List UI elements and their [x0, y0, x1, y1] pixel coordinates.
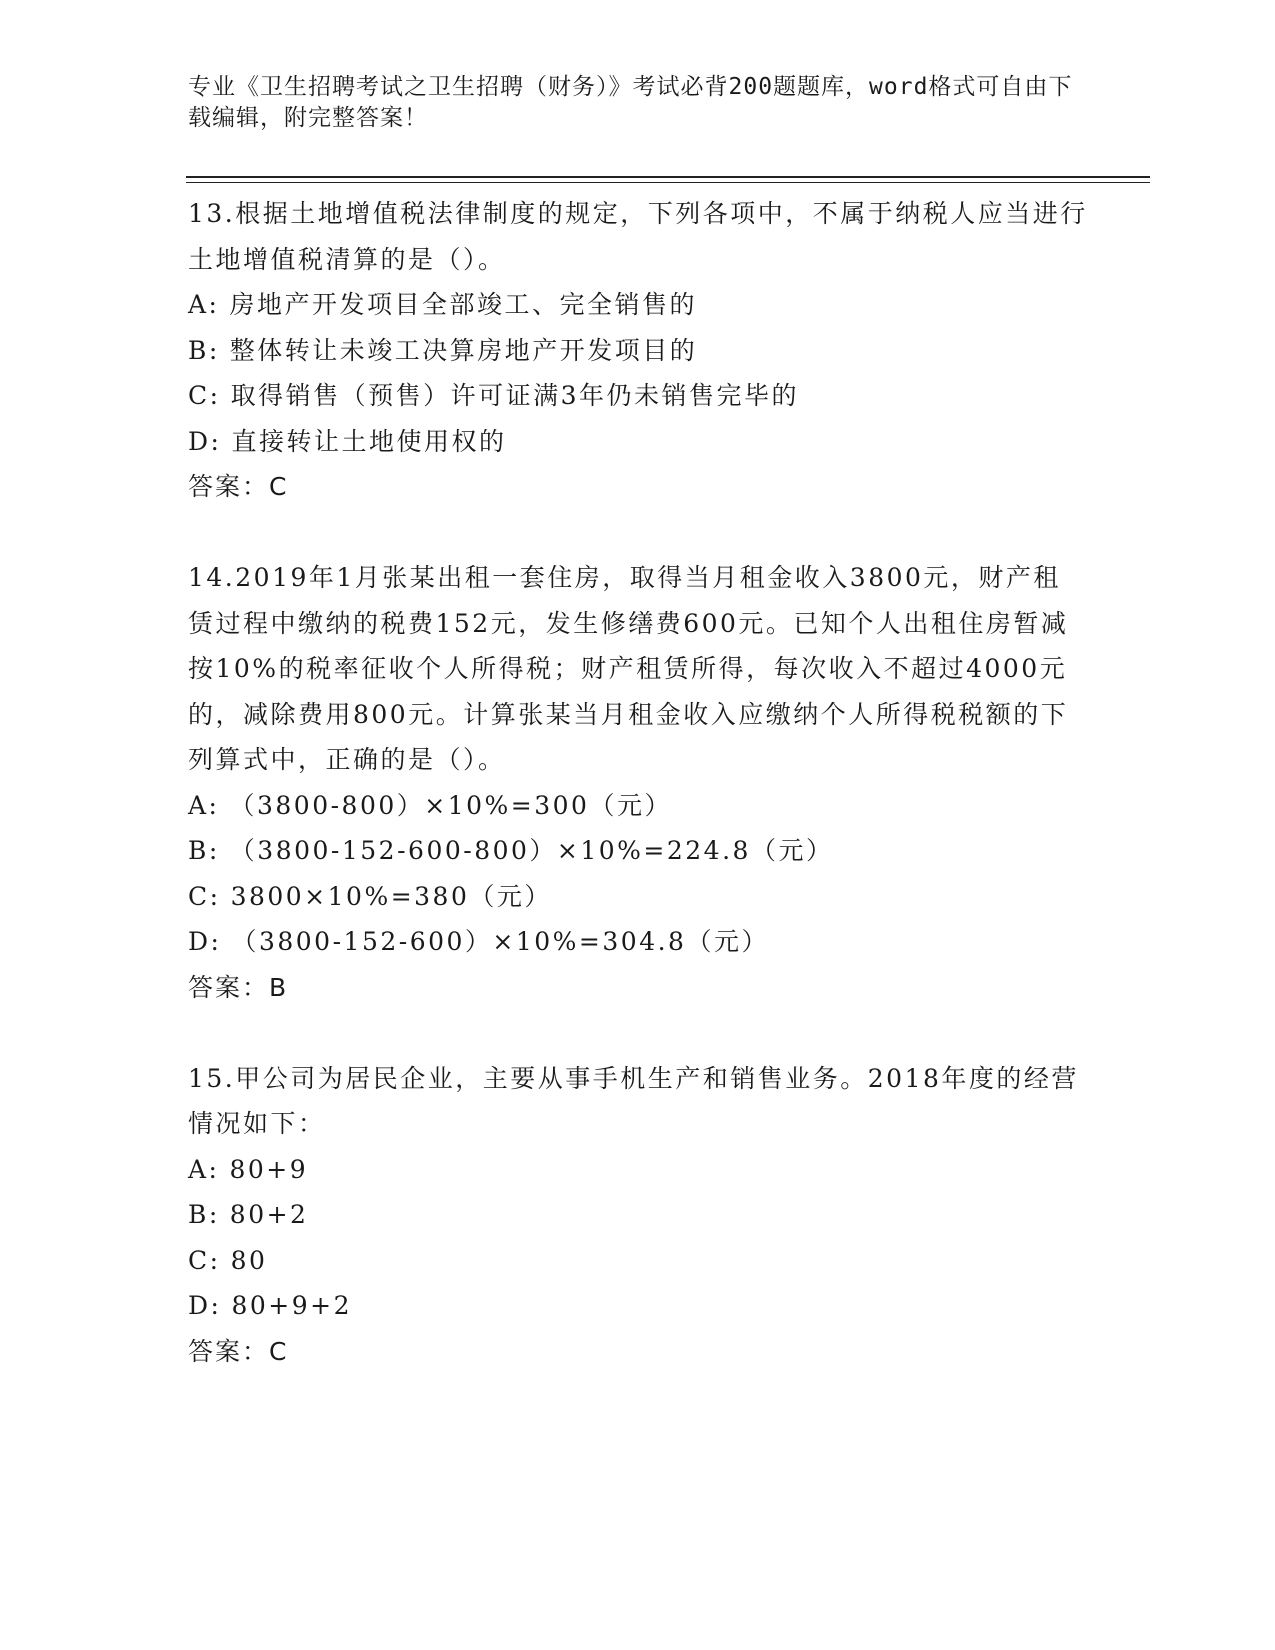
question-stem: 14.2019年1月张某出租一套住房，取得当月租金收入3800元，财产租赁过程中缴纳的税费152元，发生修缮费600元。已知个人出租住房暂减按10%的税率征收个人所得税；财产租赁所得，每次收入不超过4000元的，减除费用800元。计算张某当月租金收入应缴纳个人所得税税额的下列算式中，正确的是（）。 [188, 563, 1069, 774]
option-text: 房地产开发项目全部竣工、完全销售的 [229, 290, 697, 319]
question-list [188, 191, 1088, 1374]
option-d [188, 419, 1088, 465]
option-c [188, 874, 1088, 920]
answer-line: 答案：B [188, 972, 289, 1002]
option-text: 整体转让未竣工决算房地产开发项目的 [229, 335, 698, 365]
option-a [188, 1147, 1088, 1193]
option-text: （3800-152-600）×10%=304.8（元） [231, 927, 769, 956]
option-b [188, 828, 1088, 874]
question-13 [188, 191, 1088, 510]
option-text: 取得销售（预售）许可证满3年仍未销售完毕的 [230, 381, 799, 410]
question-14 [188, 555, 1088, 1010]
option-a [188, 282, 1088, 328]
header-intro-text: 专业《卫生招聘考试之卫生招聘（财务）》考试必背200题题库，word格式可自由下载编辑，附完整答案！ [188, 74, 1073, 131]
option-label: C: [188, 381, 221, 410]
option-label: A: [188, 790, 220, 820]
option-a [188, 783, 1088, 829]
option-label: B: [188, 836, 220, 865]
option-d [188, 919, 1088, 965]
question-stem: 15.甲公司为居民企业，主要从事手机生产和销售业务。2018年度的经营情况如下： [188, 1063, 1079, 1138]
option-label: D: [188, 426, 222, 456]
option-label: C: [188, 881, 221, 911]
option-c [188, 1238, 1088, 1284]
question-spacer [188, 1010, 1088, 1056]
option-c [188, 373, 1088, 419]
option-b [188, 328, 1088, 374]
option-text: 80 [230, 1245, 268, 1275]
option-text: 直接转让土地使用权的 [231, 426, 507, 456]
option-text: （3800-800）×10%=300（元） [229, 790, 672, 820]
question-spacer [188, 510, 1088, 556]
option-text: 80+2 [229, 1200, 309, 1229]
option-label: D: [188, 927, 222, 956]
option-label: D: [188, 1291, 222, 1320]
option-text: （3800-152-600-800）×10%=224.8（元） [229, 836, 834, 865]
question-stem: 13.根据土地增值税法律制度的规定，下列各项中，不属于纳税人应当进行土地增值税清算的是（）。 [188, 199, 1088, 274]
option-label: C: [188, 1245, 221, 1275]
option-label: B: [188, 335, 220, 365]
answer-line: 答案：C [188, 472, 289, 501]
option-label: A: [188, 290, 220, 319]
option-text: 80+9 [229, 1154, 309, 1184]
header-divider-thin [186, 182, 1150, 183]
option-text: 3800×10%=380（元） [230, 881, 552, 911]
answer-line: 答案：C [188, 1336, 289, 1366]
option-label: B: [188, 1200, 220, 1229]
question-15 [188, 1056, 1088, 1375]
option-text: 80+9+2 [231, 1291, 352, 1320]
option-d [188, 1283, 1088, 1329]
option-b [188, 1192, 1088, 1238]
document-header [188, 72, 1088, 134]
option-label: A: [188, 1154, 220, 1184]
header-divider-thick [186, 176, 1150, 178]
